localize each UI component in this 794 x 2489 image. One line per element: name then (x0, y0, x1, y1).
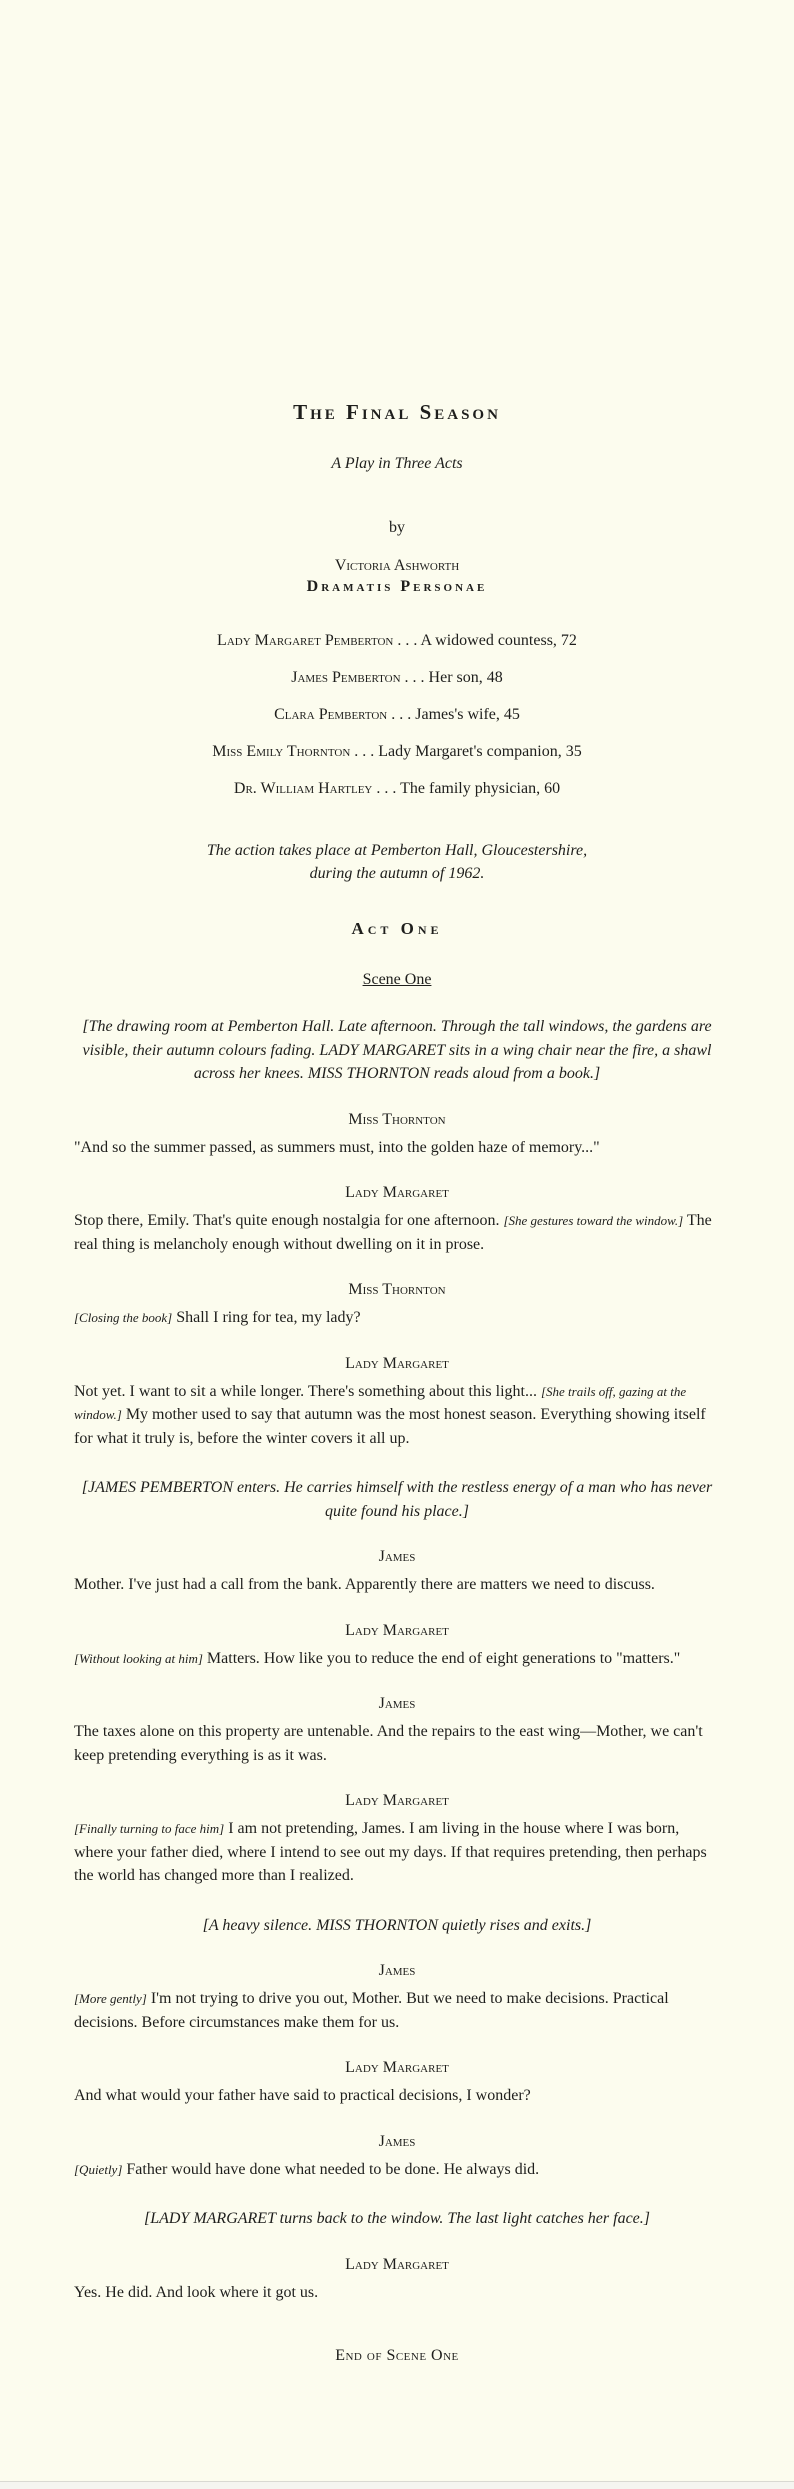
cast-entry (74, 777, 720, 800)
speech-block (74, 1278, 720, 1330)
dialogue-text (74, 2158, 720, 2182)
dialogue-text (74, 1647, 720, 1671)
stage-direction: [A heavy silence. MISS THORNTON quietly rises and exits.] (202, 1916, 592, 1934)
dialogue-line: Not yet. I want to sit a while longer. There's something about this light... (74, 1382, 541, 1400)
inline-stage-direction: [Finally turning to face him] (74, 1821, 225, 1836)
character-name: James (378, 1962, 416, 1979)
cast-entry (74, 740, 720, 763)
author-name: Victoria Ashworth (334, 557, 460, 574)
setting-note (74, 839, 720, 885)
script-body (74, 1015, 720, 2304)
stage-direction: [The drawing room at Pemberton Hall. Late afternoon. Through the tall windows, the gardens are visible, their autumn colours fading. LADY MARGARET sits in a wing chair near the fire, a shawl across her knees. MISS THORNTON reads aloud from a book.] (82, 1018, 712, 1082)
speech-block (74, 1619, 720, 1671)
cast-character-name: Lady Margaret Pemberton (217, 632, 394, 649)
inline-stage-direction: [More gently] (74, 1991, 147, 2006)
cast-character-name: Dr. William Hartley (233, 780, 373, 797)
inline-stage-direction: [Quietly] (74, 2161, 123, 2177)
speech-block (74, 2130, 720, 2182)
dialogue-line: The taxes alone on this property are untenable. And the repairs to the east wing—Mother, we can't keep pretending everything is as it was. (74, 1723, 703, 1764)
cast-character-name: James Pemberton (291, 669, 401, 686)
character-name: James (378, 2132, 416, 2150)
dialogue-text (74, 1380, 720, 1451)
character-name: Lady Margaret (345, 1792, 449, 1809)
cast-character-desc: A widowed countess, 72 (420, 632, 577, 649)
dialogue-line: Yes. He did. And look where it got us. (74, 2283, 319, 2301)
inline-stage-direction: [Without looking at him] (74, 1650, 203, 1666)
inline-stage-direction: [She trails off, gazing at the window.] (74, 1383, 687, 1422)
speech-block (74, 1692, 720, 1767)
dialogue-line: And what would your father have said to practical decisions, I wonder? (74, 2087, 531, 2104)
character-name: James (378, 1548, 416, 1565)
character-name: Miss Thornton (348, 1281, 446, 1298)
speech-block (74, 1352, 720, 1451)
cast-separator: . . . (372, 780, 401, 797)
play-title: The Final Season (293, 400, 501, 424)
cast-list (74, 629, 720, 800)
dialogue-text (74, 1720, 720, 1767)
cast-character-desc: The family physician, 60 (400, 780, 561, 797)
stage-direction: [LADY MARGARET turns back to the window. The last light catches her face.] (143, 2210, 651, 2227)
cast-entry (74, 666, 720, 689)
dialogue-line: I'm not trying to drive you out, Mother. But we need to make decisions. Practical decisions. Before circumstances make them for us. (74, 1990, 669, 2031)
speech-block (74, 1181, 720, 1256)
dialogue-line: Father would have done what needed to be done. He always did. (122, 2160, 540, 2178)
speech-block (74, 2253, 720, 2305)
byline: by (389, 519, 405, 536)
cast-entry (74, 629, 720, 652)
character-name: Lady Margaret (345, 1621, 449, 1639)
character-name: Lady Margaret (345, 2255, 449, 2273)
cast-character-name: Miss Emily Thornton (212, 743, 351, 760)
speech-block (74, 1959, 720, 2034)
cast-entry (74, 703, 720, 726)
inline-stage-direction: [She gestures toward the window.] (503, 1213, 684, 1228)
dialogue-text (74, 1987, 720, 2034)
cast-character-name: Clara Pemberton (274, 706, 388, 723)
end-of-scene-marker: End of Scene One (335, 2347, 459, 2364)
character-name: Lady Margaret (345, 1354, 449, 1372)
dialogue-line: "And so the summer passed, as summers must, into the golden haze of memory..." (74, 1138, 600, 1156)
dialogue-text (74, 1306, 720, 1330)
character-name: James (378, 1695, 416, 1712)
dialogue-text (74, 2084, 720, 2108)
cast-character-desc: James's wife, 45 (415, 706, 520, 723)
dialogue-text (74, 1573, 720, 1597)
dialogue-text (74, 2281, 720, 2305)
cast-separator: . . . (393, 632, 421, 649)
character-name: Lady Margaret (345, 2059, 449, 2076)
setting-line: during the autumn of 1962. (309, 865, 485, 882)
dialogue-line: Mother. I've just had a call from the bank. Apparently there are matters we need to discuss. (74, 1576, 655, 1593)
speech-block (74, 2056, 720, 2108)
stage-direction: [JAMES PEMBERTON enters. He carries himself with the restless energy of a man who has never quite found his place.] (81, 1479, 713, 1520)
dialogue-text (74, 1136, 720, 1160)
speech-block (74, 1545, 720, 1597)
character-name: Miss Thornton (348, 1110, 446, 1128)
dialogue-line: Matters. How like you to reduce the end of eight generations to "matters." (202, 1649, 681, 1667)
inline-stage-direction: [Closing the book] (74, 1310, 173, 1325)
cast-character-desc: Lady Margaret's companion, 35 (378, 743, 582, 760)
dialogue-line: Shall I ring for tea, my lady? (172, 1309, 361, 1326)
play-subtitle: A Play in Three Acts (331, 455, 463, 472)
setting-line: The action takes place at Pemberton Hall, Gloucestershire, (206, 842, 588, 859)
dialogue-line: I am not pretending, James. I am living in the house where I was born, where your father died, where I intend to see out my days. If that requires pretending, then perhaps the world has changed more than I realized. (74, 1820, 707, 1884)
act-heading: Act One (351, 919, 443, 938)
character-name: Lady Margaret (345, 1184, 449, 1201)
dialogue-text (74, 1209, 720, 1256)
dialogue-line: The real thing is melancholy enough without dwelling on it in prose. (74, 1212, 712, 1253)
scene-heading-label: Scene One (362, 971, 432, 988)
cast-separator: . . . (387, 706, 416, 723)
cast-heading: Dramatis Personae (306, 578, 488, 595)
speech-block (74, 1789, 720, 1888)
scene-heading (74, 971, 720, 989)
dialogue-text (74, 1817, 720, 1888)
dialogue-line: My mother used to say that autumn was the most honest season. Everything showing itself for what it truly is, before the winter covers it all up. (74, 1406, 706, 1447)
speech-block (74, 1108, 720, 1160)
cast-character-desc: Her son, 48 (428, 669, 503, 686)
cast-separator: . . . (400, 669, 429, 686)
cast-separator: . . . (350, 743, 379, 760)
dialogue-line: Stop there, Emily. That's quite enough nostalgia for one afternoon. (74, 1212, 504, 1229)
